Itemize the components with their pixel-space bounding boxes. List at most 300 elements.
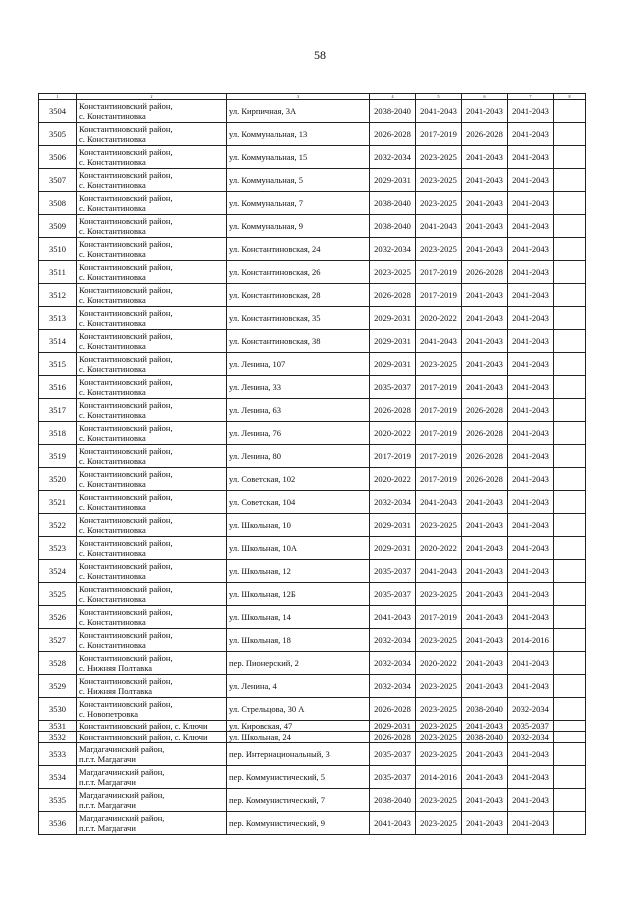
street-address: ул. Ленина, 4 (229, 681, 277, 691)
street-address: пер. Коммунистический, 7 (229, 795, 326, 805)
period-col6: 2026-2028 (466, 474, 503, 484)
period-col4-cell (370, 743, 416, 766)
table-row (39, 284, 586, 307)
period-col4: 2029-2031 (374, 721, 411, 731)
period-col7: 2041-2043 (512, 382, 549, 392)
table-body (39, 94, 586, 835)
street-address: ул. Ленина, 63 (229, 405, 282, 415)
address-cell (227, 537, 370, 560)
period-col4-cell (370, 261, 416, 284)
column8-cell (554, 629, 586, 652)
address-cell (227, 721, 370, 732)
row-number: 3535 (49, 795, 66, 805)
street-address: ул. Советская, 104 (229, 497, 296, 507)
period-col4: 2038-2040 (374, 198, 411, 208)
column-number: 2 (77, 94, 227, 100)
period-col4: 2029-2031 (374, 543, 411, 553)
period-col5-cell (416, 732, 462, 743)
settlement-name: с. Константиновка (79, 640, 146, 650)
period-col5-cell (416, 629, 462, 652)
period-col7: 2041-2043 (512, 520, 549, 530)
period-col5-cell (416, 376, 462, 399)
district-name: Магдагачинский район, (79, 813, 165, 823)
period-col7-cell (508, 215, 554, 238)
period-col4: 2038-2040 (374, 795, 411, 805)
period-col5: 2017-2019 (420, 129, 457, 139)
street-address: ул. Константиновская, 28 (229, 290, 321, 300)
address-cell (227, 445, 370, 468)
locality-cell (77, 330, 227, 353)
address-cell (227, 560, 370, 583)
street-address: ул. Коммунальная, 13 (229, 129, 308, 139)
table-row (39, 537, 586, 560)
period-col4-cell (370, 353, 416, 376)
settlement-name: с. Константиновка (79, 272, 146, 282)
row-number-cell (39, 812, 77, 835)
settlement-name: с. Константиновка (79, 525, 146, 535)
locality-cell (77, 583, 227, 606)
period-col4-cell (370, 514, 416, 537)
column-number: 4 (370, 94, 416, 100)
column8-cell (554, 422, 586, 445)
address-cell (227, 652, 370, 675)
street-address: пер. Коммунистический, 9 (229, 818, 326, 828)
table-row (39, 583, 586, 606)
period-col6: 2026-2028 (466, 129, 503, 139)
period-col6-cell (462, 307, 508, 330)
address-cell (227, 732, 370, 743)
period-col4: 2041-2043 (374, 818, 411, 828)
row-number: 3522 (49, 520, 66, 530)
row-number: 3526 (49, 612, 66, 622)
period-col6-cell (462, 422, 508, 445)
column8-cell (554, 514, 586, 537)
address-cell (227, 100, 370, 123)
row-number-cell (39, 353, 77, 376)
period-col5-cell (416, 468, 462, 491)
table-row (39, 766, 586, 789)
district-name: Константиновский район, (79, 584, 173, 594)
period-col6-cell (462, 698, 508, 721)
period-col6: 2041-2043 (466, 152, 503, 162)
period-col4-cell (370, 789, 416, 812)
table-row (39, 491, 586, 514)
period-col6-cell (462, 514, 508, 537)
table-row (39, 652, 586, 675)
period-col6: 2026-2028 (466, 267, 503, 277)
settlement-name: с. Константиновка (79, 134, 146, 144)
street-address: ул. Ленина, 33 (229, 382, 282, 392)
period-col5-cell (416, 537, 462, 560)
column8-cell (554, 721, 586, 732)
locality-cell (77, 468, 227, 491)
period-col5: 2023-2025 (420, 635, 457, 645)
period-col5: 2041-2043 (420, 566, 457, 576)
period-col5: 2017-2019 (420, 428, 457, 438)
period-col5: 2017-2019 (420, 474, 457, 484)
address-cell (227, 698, 370, 721)
period-col6: 2041-2043 (466, 359, 503, 369)
period-col7-cell (508, 238, 554, 261)
table-row (39, 514, 586, 537)
district-name: Константиновский район, (79, 101, 173, 111)
row-number-cell (39, 100, 77, 123)
row-number: 3524 (49, 566, 66, 576)
locality-cell (77, 743, 227, 766)
period-col6-cell (462, 560, 508, 583)
period-col6-cell (462, 468, 508, 491)
street-address: ул. Школьная, 18 (229, 635, 291, 645)
period-col5-cell (416, 812, 462, 835)
period-col6: 2041-2043 (466, 244, 503, 254)
period-col5: 2023-2025 (420, 198, 457, 208)
row-number: 3520 (49, 474, 66, 484)
row-number-cell (39, 491, 77, 514)
period-col4-cell (370, 123, 416, 146)
period-col5-cell (416, 789, 462, 812)
period-col6-cell (462, 353, 508, 376)
table-row (39, 215, 586, 238)
district-name: Константиновский район, (79, 699, 173, 709)
district-name: Константиновский район, (79, 607, 173, 617)
period-col7-cell (508, 675, 554, 698)
period-col5: 2023-2025 (420, 244, 457, 254)
settlement-name: п.г.т. Магдагачи (79, 754, 136, 764)
column-number: 8 (554, 94, 586, 100)
period-col6-cell (462, 606, 508, 629)
row-number-cell (39, 629, 77, 652)
settlement-name: с. Константиновка (79, 249, 146, 259)
address-cell (227, 238, 370, 261)
address-cell (227, 606, 370, 629)
street-address: ул. Школьная, 12 (229, 566, 291, 576)
row-number-cell (39, 261, 77, 284)
period-col4: 2026-2028 (374, 129, 411, 139)
settlement-name: п.г.т. Магдагачи (79, 823, 136, 833)
period-col7-cell (508, 422, 554, 445)
period-col4: 2029-2031 (374, 313, 411, 323)
locality-cell (77, 698, 227, 721)
period-col4-cell (370, 606, 416, 629)
period-col4-cell (370, 376, 416, 399)
table-row (39, 812, 586, 835)
period-col5: 2023-2025 (420, 749, 457, 759)
period-col6: 2041-2043 (466, 772, 503, 782)
period-col6: 2041-2043 (466, 566, 503, 576)
period-col5: 2023-2025 (420, 681, 457, 691)
table-row (39, 468, 586, 491)
period-col7: 2041-2043 (512, 658, 549, 668)
period-col6-cell (462, 284, 508, 307)
address-cell (227, 766, 370, 789)
period-col4: 2026-2028 (374, 405, 411, 415)
period-col6-cell (462, 169, 508, 192)
period-col5-cell (416, 169, 462, 192)
address-cell (227, 629, 370, 652)
period-col7-cell (508, 284, 554, 307)
period-col5: 2020-2022 (420, 313, 457, 323)
period-col5: 2017-2019 (420, 290, 457, 300)
period-col6-cell (462, 789, 508, 812)
column8-cell (554, 261, 586, 284)
table-row (39, 100, 586, 123)
period-col4-cell (370, 330, 416, 353)
row-number-cell (39, 192, 77, 215)
period-col4: 2026-2028 (374, 290, 411, 300)
district-name: Константиновский район, (79, 193, 173, 203)
period-col4: 2032-2034 (374, 635, 411, 645)
locality-cell (77, 353, 227, 376)
street-address: ул. Ленина, 107 (229, 359, 286, 369)
period-col6: 2026-2028 (466, 451, 503, 461)
table-row (39, 146, 586, 169)
period-col7: 2041-2043 (512, 221, 549, 231)
settlement-name: с. Константиновка (79, 203, 146, 213)
street-address: ул. Ленина, 80 (229, 451, 282, 461)
period-col4-cell (370, 537, 416, 560)
street-address: ул. Школьная, 24 (229, 732, 291, 742)
address-cell (227, 215, 370, 238)
locality-cell (77, 192, 227, 215)
period-col5: 2017-2019 (420, 405, 457, 415)
period-col7-cell (508, 789, 554, 812)
row-number: 3528 (49, 658, 66, 668)
period-col6-cell (462, 399, 508, 422)
address-cell (227, 514, 370, 537)
period-col5: 2041-2043 (420, 336, 457, 346)
locality-cell (77, 146, 227, 169)
row-number: 3533 (49, 749, 66, 759)
period-col5-cell (416, 307, 462, 330)
locality-cell (77, 284, 227, 307)
column8-cell (554, 284, 586, 307)
period-col7-cell (508, 812, 554, 835)
period-col5-cell (416, 743, 462, 766)
settlement-name: с. Константиновка (79, 111, 146, 121)
column8-cell (554, 330, 586, 353)
period-col5-cell (416, 606, 462, 629)
row-number-cell (39, 606, 77, 629)
row-number: 3518 (49, 428, 66, 438)
period-col7: 2041-2043 (512, 543, 549, 553)
column8-cell (554, 698, 586, 721)
column8-cell (554, 468, 586, 491)
period-col7: 2041-2043 (512, 244, 549, 254)
housing-registry-table (38, 93, 586, 835)
period-col4-cell (370, 698, 416, 721)
locality-cell (77, 376, 227, 399)
address-cell (227, 192, 370, 215)
table-row (39, 743, 586, 766)
district-name: Константиновский район, (79, 423, 173, 433)
period-col7: 2041-2043 (512, 152, 549, 162)
column8-cell (554, 583, 586, 606)
period-col5-cell (416, 422, 462, 445)
period-col7: 2041-2043 (512, 497, 549, 507)
row-number-cell (39, 307, 77, 330)
period-col6: 2041-2043 (466, 336, 503, 346)
period-col7-cell (508, 307, 554, 330)
period-col4-cell (370, 721, 416, 732)
address-cell (227, 123, 370, 146)
settlement-name: с. Константиновка (79, 479, 146, 489)
period-col4-cell (370, 422, 416, 445)
table-row (39, 169, 586, 192)
period-col4: 2026-2028 (374, 732, 411, 742)
period-col5: 2020-2022 (420, 543, 457, 553)
row-number: 3515 (49, 359, 66, 369)
settlement-name: с. Константиновка (79, 433, 146, 443)
district-name: Константиновский район, (79, 354, 173, 364)
row-number: 3509 (49, 221, 66, 231)
period-col4: 2035-2037 (374, 382, 411, 392)
street-address: пер. Пионерский, 2 (229, 658, 299, 668)
row-number-cell (39, 766, 77, 789)
locality-cell (77, 812, 227, 835)
settlement-name: с. Константиновка (79, 617, 146, 627)
row-number: 3508 (49, 198, 66, 208)
table-row (39, 445, 586, 468)
period-col4-cell (370, 399, 416, 422)
period-col7: 2041-2043 (512, 772, 549, 782)
locality-cell (77, 537, 227, 560)
period-col6-cell (462, 583, 508, 606)
period-col4-cell (370, 284, 416, 307)
period-col5-cell (416, 261, 462, 284)
period-col6: 2041-2043 (466, 721, 503, 731)
period-col6-cell (462, 732, 508, 743)
period-col4: 2023-2025 (374, 267, 411, 277)
table-row (39, 353, 586, 376)
district-name: Константиновский район, (79, 308, 173, 318)
column8-cell (554, 732, 586, 743)
column8-cell (554, 537, 586, 560)
street-address: ул. Коммунальная, 5 (229, 175, 303, 185)
column8-cell (554, 560, 586, 583)
period-col4: 2032-2034 (374, 497, 411, 507)
period-col7: 2041-2043 (512, 175, 549, 185)
period-col5-cell (416, 123, 462, 146)
period-col5-cell (416, 238, 462, 261)
period-col5-cell (416, 100, 462, 123)
period-col6-cell (462, 146, 508, 169)
period-col4: 2032-2034 (374, 152, 411, 162)
address-cell (227, 675, 370, 698)
settlement-name: с. Константиновка (79, 295, 146, 305)
period-col4: 2032-2034 (374, 681, 411, 691)
address-cell (227, 468, 370, 491)
settlement-name: с. Нижняя Полтавка (79, 663, 152, 673)
district-name: Константиновский район, (79, 515, 173, 525)
period-col6: 2041-2043 (466, 658, 503, 668)
period-col4: 2029-2031 (374, 175, 411, 185)
period-col4-cell (370, 732, 416, 743)
period-col4-cell (370, 215, 416, 238)
table-row (39, 422, 586, 445)
period-col5: 2023-2025 (420, 795, 457, 805)
period-col4: 2035-2037 (374, 772, 411, 782)
address-cell (227, 284, 370, 307)
period-col5-cell (416, 652, 462, 675)
table-row (39, 307, 586, 330)
locality-cell (77, 789, 227, 812)
period-col5: 2023-2025 (420, 704, 457, 714)
row-number: 3516 (49, 382, 66, 392)
column8-cell (554, 743, 586, 766)
period-col4: 2038-2040 (374, 106, 411, 116)
period-col7-cell (508, 376, 554, 399)
settlement-name: с. Константиновка (79, 548, 146, 558)
period-col4-cell (370, 812, 416, 835)
column8-cell (554, 123, 586, 146)
period-col7-cell (508, 606, 554, 629)
column8-cell (554, 766, 586, 789)
period-col6: 2041-2043 (466, 749, 503, 759)
district-name: Константиновский район, (79, 469, 173, 479)
row-number-cell (39, 743, 77, 766)
row-number: 3531 (49, 721, 66, 731)
row-number: 3506 (49, 152, 66, 162)
row-number: 3511 (49, 267, 66, 277)
district-name: Константиновский район, (79, 561, 173, 571)
row-number: 3527 (49, 635, 66, 645)
period-col6: 2041-2043 (466, 313, 503, 323)
street-address: ул. Константиновская, 38 (229, 336, 321, 346)
period-col6: 2038-2040 (466, 704, 503, 714)
settlement-name: с. Константиновка (79, 594, 146, 604)
row-number-cell (39, 422, 77, 445)
street-address: ул. Кирпичная, 3А (229, 106, 297, 116)
district-name: Константиновский район, (79, 676, 173, 686)
table-row (39, 330, 586, 353)
row-number: 3504 (49, 106, 66, 116)
row-number: 3517 (49, 405, 66, 415)
period-col7: 2041-2043 (512, 313, 549, 323)
period-col7-cell (508, 261, 554, 284)
period-col6-cell (462, 652, 508, 675)
period-col6: 2041-2043 (466, 175, 503, 185)
locality-cell (77, 215, 227, 238)
row-number-cell (39, 169, 77, 192)
column8-cell (554, 789, 586, 812)
period-col7: 2041-2043 (512, 566, 549, 576)
address-cell (227, 376, 370, 399)
district-name: Константиновский район, (79, 239, 173, 249)
period-col7: 2041-2043 (512, 290, 549, 300)
row-number-cell (39, 284, 77, 307)
row-number: 3536 (49, 818, 66, 828)
street-address: ул. Кировская, 47 (229, 721, 293, 731)
column8-cell (554, 445, 586, 468)
period-col6: 2041-2043 (466, 589, 503, 599)
period-col6-cell (462, 629, 508, 652)
table-row (39, 560, 586, 583)
district-name: Константиновский район, (79, 124, 173, 134)
table-row (39, 675, 586, 698)
period-col7-cell (508, 766, 554, 789)
address-cell (227, 789, 370, 812)
period-col5-cell (416, 445, 462, 468)
district-name: Константиновский район, (79, 446, 173, 456)
row-number-cell (39, 560, 77, 583)
settlement-name: с. Константиновка (79, 410, 146, 420)
period-col5: 2023-2025 (420, 818, 457, 828)
period-col5-cell (416, 721, 462, 732)
period-col4: 2029-2031 (374, 520, 411, 530)
row-number-cell (39, 445, 77, 468)
row-number-cell (39, 652, 77, 675)
period-col6-cell (462, 812, 508, 835)
